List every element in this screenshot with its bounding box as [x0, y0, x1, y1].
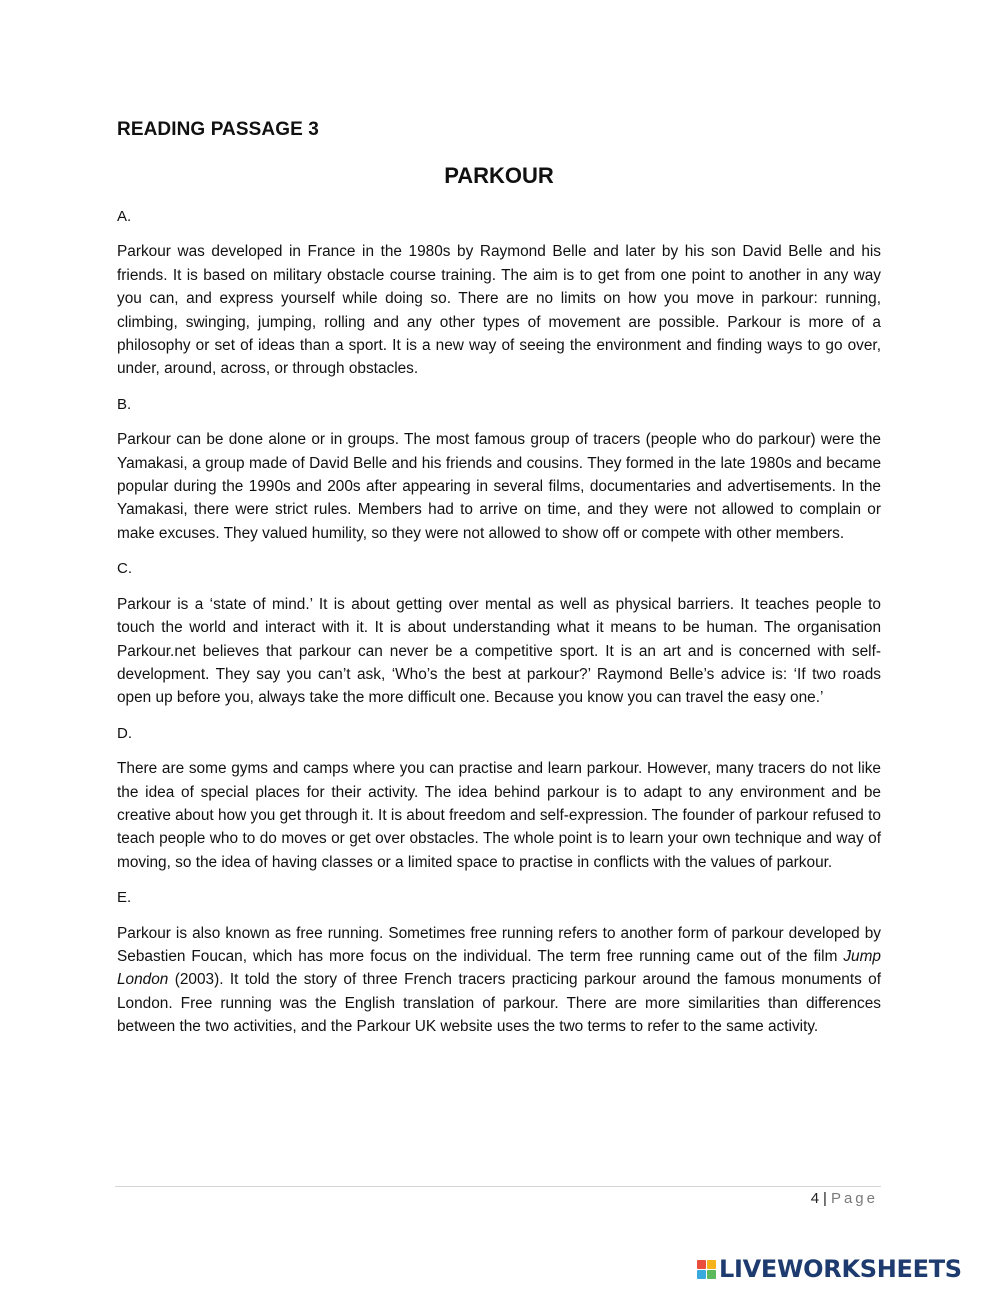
section-paragraph: Parkour is a ‘state of mind.’ It is about getting over mental as well as physical barriers. It teaches people to touch the world and interact with it. It is about understanding what it means to be human. The organisation Parkour.net believes that parkour can never be a competitive sport. It is an art and is concerned with self-development. They say you can’t ask, ‘Who’s the best at parkour?’ Raymond Belle’s advice is: ‘If two roads open up before you, always take the more difficult one. Because you know you can travel the easy one.’ — [117, 595, 881, 707]
section-paragraph: There are some gyms and camps where you can practise and learn parkour. However, many tracers do not like the idea of special places for their activity. The idea behind parkour is to adapt to any environment and be creative about how you get through it. It is about freedom and self-expression. The founder of parkour refused to teach people who to do moves or get over obstacles. The whole point is to learn your own technique and way of moving, so the idea of having classes or a limited space to practise in conflicts with the values of parkour. — [117, 760, 881, 871]
section-a — [117, 205, 881, 381]
paragraph-text-end: (2003). It told the story of three French tracers practicing parkour around the famous monuments of London. Free running was the English translation of parkour. There are more similarities than differences between the two activities, and the Parkour UK website uses the two terms to refer to the same activity. — [117, 971, 881, 1036]
logo-square-blue — [697, 1270, 706, 1279]
page-title: PARKOUR — [444, 163, 554, 188]
page-label: Page — [830, 1190, 878, 1207]
page-number: 4 — [810, 1190, 820, 1207]
liveworksheets-logo-icon — [697, 1260, 716, 1279]
paragraph-text-start: Parkour is also known as free running. Sometimes free running refers to another form of parkour developed by Sebastien Foucan, which has more focus on the individual. The term free running came out of the film — [117, 924, 881, 965]
section-letter: A. — [117, 208, 132, 225]
section-paragraph: Parkour was developed in France in the 1980s by Raymond Belle and later by his son David Belle and his friends. It is based on military obstacle course training. The aim is to get from one point to another in any way you can, and express yourself while doing so. There are no limits on how you move in parkour: running, climbing, swinging, jumping, rolling and any other types of movement are possible. Parkour is more of a philosophy or set of ideas than a sport. It is a new way of seeing the environment and finding ways to go over, under, around, across, or through obstacles. — [117, 243, 881, 378]
section-e — [117, 886, 881, 1038]
passage-body — [117, 205, 881, 1051]
section-d — [117, 722, 881, 874]
section-letter: C. — [117, 560, 132, 578]
section-letter: D. — [117, 724, 132, 742]
footer-divider — [115, 1186, 881, 1187]
logo-text: LIVEWORKSHEETS — [719, 1255, 962, 1283]
logo-square-red — [697, 1260, 706, 1269]
section-c — [117, 557, 881, 709]
liveworksheets-logo — [697, 1254, 962, 1284]
section-paragraph — [117, 922, 881, 1039]
passage-label: READING PASSAGE 3 — [117, 119, 319, 140]
logo-square-green — [707, 1270, 716, 1279]
section-paragraph: Parkour can be done alone or in groups. The most famous group of tracers (people who do parkour) were the Yamakasi, a group made of David Belle and his friends and cousins. They formed in the late 1980s and became popular during the 1990s and 200s after appearing in several films, documentaries and advertisements. In the Yamakasi, there were strict rules. Members had to arrive on time, and they were not allowed to complain or make excuses. They valued humility, so they were not allowed to show off or compete with other members. — [117, 431, 881, 542]
section-letter: B. — [117, 395, 132, 413]
section-letter: E. — [117, 889, 132, 907]
film-title: Jump London — [117, 947, 881, 989]
page-footer — [811, 1190, 878, 1207]
footer-separator: | — [823, 1190, 827, 1207]
logo-square-yellow — [707, 1260, 716, 1269]
section-b — [117, 393, 881, 545]
